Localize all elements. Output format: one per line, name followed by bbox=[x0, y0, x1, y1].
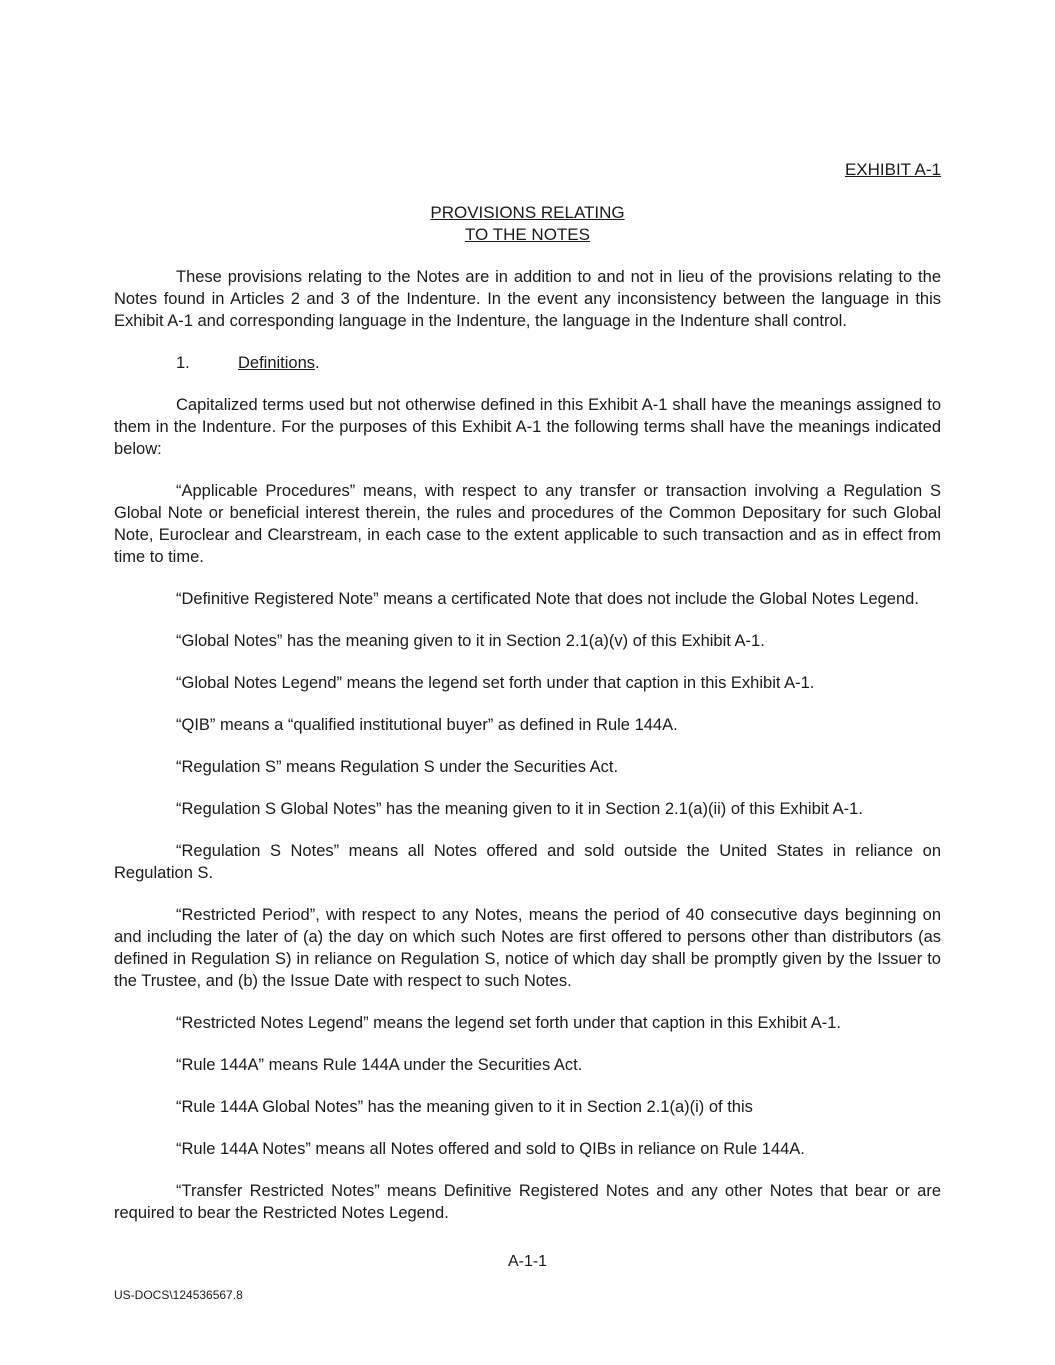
exhibit-title: EXHIBIT A-1 bbox=[844, 160, 941, 179]
document-id: US-DOCS\124536567.8 bbox=[114, 1288, 243, 1302]
definition-rule-144a-notes: “Rule 144A Notes” means all Notes offered and sold to QIBs in reliance on Rule 144A. bbox=[176, 1140, 805, 1158]
section-heading bbox=[114, 352, 941, 374]
definition-transfer-restricted-notes: “Transfer Restricted Notes” means Definitive Registered Notes and any other Notes that bear or are required to bear the Restricted Notes Legend. bbox=[114, 1182, 941, 1222]
section-title: Definitions bbox=[238, 354, 316, 372]
document-heading bbox=[0, 202, 1055, 246]
heading-line-1: PROVISIONS RELATING bbox=[430, 203, 625, 222]
definition-rule-144a: “Rule 144A” means Rule 144A under the Securities Act. bbox=[176, 1056, 583, 1074]
section-title-wrapper bbox=[238, 352, 320, 374]
definition-qib: “QIB” means a “qualified institutional buyer” as defined in Rule 144A. bbox=[176, 716, 678, 734]
definition-global-notes: “Global Notes” has the meaning given to it in Section 2.1(a)(v) of this Exhibit A-1. bbox=[176, 632, 765, 650]
definition-regulation-s-global-notes: “Regulation S Global Notes” has the meaning given to it in Section 2.1(a)(ii) of this Exhibit A-1. bbox=[176, 800, 863, 818]
paragraph-capitalized-terms: Capitalized terms used but not otherwise defined in this Exhibit A-1 shall have the meanings assigned to them in the Indenture. For the purposes of this Exhibit A-1 the following terms shall have the meanings indicated below: bbox=[114, 396, 941, 458]
page-number: A-1-1 bbox=[507, 1253, 548, 1270]
heading-line-2: TO THE NOTES bbox=[464, 225, 590, 244]
definition-regulation-s-notes: “Regulation S Notes” means all Notes offered and sold outside the United States in reliance on Regulation S. bbox=[114, 842, 941, 882]
definition-rule-144a-global-notes: “Rule 144A Global Notes” has the meaning given to it in Section 2.1(a)(i) of this bbox=[176, 1098, 753, 1116]
definition-restricted-notes-legend: “Restricted Notes Legend” means the legend set forth under that caption in this Exhibit A-1. bbox=[176, 1014, 841, 1032]
intro-paragraph: These provisions relating to the Notes are in addition to and not in lieu of the provisions relating to the Notes found in Articles 2 and 3 of the Indenture. In the event any inconsistency between the language in this Exhibit A-1 and corresponding language in the Indenture, the language in the Indenture shall control. bbox=[114, 268, 941, 330]
section-title-suffix: . bbox=[315, 354, 320, 372]
document-body bbox=[114, 266, 941, 1244]
definition-global-notes-legend: “Global Notes Legend” means the legend set forth under that caption in this Exhibit A-1. bbox=[176, 674, 815, 692]
definition-applicable-procedures: “Applicable Procedures” means, with respect to any transfer or transaction involving a Regulation S Global Note or beneficial interest therein, the rules and procedures of the Common Depositary for such Global Note, Euroclear and Clearstream, in each case to the extent applicable to such transaction and as in effect from time to time. bbox=[114, 482, 941, 566]
definition-restricted-period: “Restricted Period”, with respect to any Notes, means the period of 40 consecutive days beginning on and including the later of (a) the day on which such Notes are first offered to persons other than distributors (as defined in Regulation S) in reliance on Regulation S, notice of which day shall be promptly given by the Issuer to the Trustee, and (b) the Issue Date with respect to such Notes. bbox=[114, 906, 941, 990]
definition-regulation-s: “Regulation S” means Regulation S under the Securities Act. bbox=[176, 758, 619, 776]
definition-definitive-registered-note: “Definitive Registered Note” means a certificated Note that does not include the Global Notes Legend. bbox=[176, 590, 919, 608]
section-number: 1. bbox=[176, 354, 190, 372]
